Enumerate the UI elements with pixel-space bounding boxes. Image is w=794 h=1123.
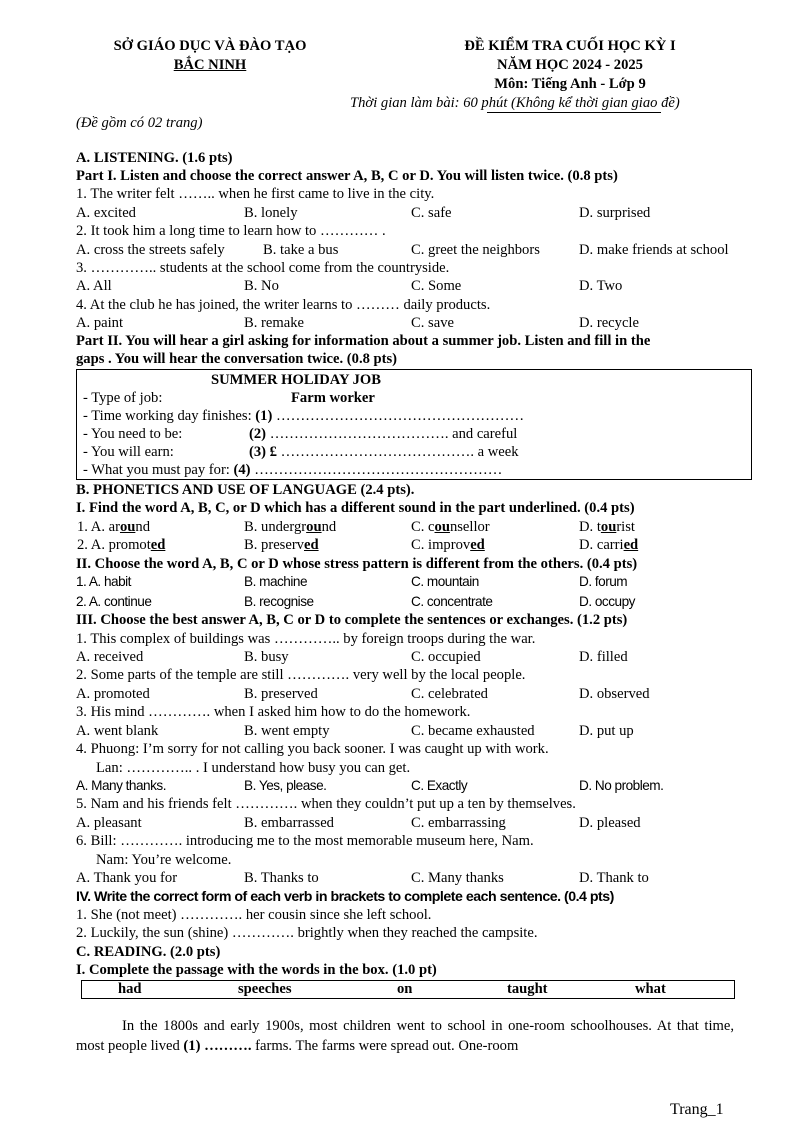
option-c: C. Many thanks: [411, 870, 504, 886]
listening-q2: 2. It took him a long time to learn how to ………… .: [76, 223, 386, 239]
department-name: SỞ GIÁO DỤC VÀ ĐÀO TẠO: [113, 38, 307, 54]
option-b: B. recognise: [244, 594, 314, 609]
listening-part2-title-cont: gaps . You will hear the conversation twice. (0.8 pts): [76, 351, 398, 367]
option-d: D. make friends at school: [579, 242, 729, 258]
option-c: C. celebrated: [411, 686, 488, 702]
verb-q2: 2. Luckily, the sun (shine) …………. brightly when they reached the campsite.: [76, 925, 538, 941]
option-d: D. occupy: [579, 594, 635, 609]
option-a: A. excited: [76, 205, 136, 221]
verb-part4-title: IV. Write the correct form of each verb in brackets to complete each sentence. (0.4 pts): [76, 889, 614, 905]
option-b: B. embarrassed: [244, 815, 334, 831]
option-b: B. No: [244, 278, 279, 294]
language-q6-reply: Nam: You’re welcome.: [96, 852, 232, 868]
option-d: D. forum: [579, 574, 628, 589]
gap-3-label: - You will earn:: [83, 444, 174, 460]
word-5: what: [635, 981, 666, 997]
gap-4-line: - What you must pay for: (4) ……………………………………………: [83, 462, 503, 478]
option-a: A. paint: [76, 315, 124, 331]
gap-2-line: [249, 425, 517, 443]
gap-2-blank: ………………………………. and careful: [269, 426, 518, 442]
gap-2-label: - You need to be:: [83, 426, 183, 442]
header-rule: [487, 112, 661, 113]
option-d: D. filled: [579, 649, 628, 665]
option-c: C. concentrate: [411, 594, 493, 609]
pages-note: (Đề gồm có 02 trang): [76, 115, 203, 131]
gap-3-number: (3) £: [249, 444, 277, 460]
option-b: B. Thanks to: [244, 870, 319, 886]
phonetics-part2-title: II. Choose the word A, B, C or D whose stress pattern is different from the others. (0.4 pts): [76, 556, 638, 572]
language-q2: 2. Some parts of the temple are still …………. very well by the local people.: [76, 667, 526, 683]
option-c: C. Some: [411, 278, 462, 294]
option-c: C. became exhausted: [411, 723, 535, 739]
option-b: B. underground: [244, 519, 337, 535]
reading-passage: In the 1800s and early 1900s, most children went to school in one-room schoolhouses. At that time, most people lived (1) ………. farms. The farms were spread out. One-room: [76, 1018, 734, 1054]
listening-title: A. LISTENING. (1.6 pts): [76, 150, 233, 166]
option-c: C. mountain: [411, 574, 479, 589]
language-q6: 6. Bill: …………. introducing me to the most memorable museum here, Nam.: [76, 833, 534, 849]
option-b: B. preserved: [244, 686, 318, 702]
gap-4-number: (4): [233, 462, 251, 478]
gap-1-number: (1): [255, 408, 273, 424]
word-box: [81, 980, 735, 999]
exam-title: ĐỀ KIỂM TRA CUỐI HỌC KỲ I: [464, 38, 676, 54]
option-a: A. All: [76, 278, 112, 294]
option-a: 2. A. continue: [76, 594, 152, 609]
reading-title: C. READING. (2.0 pts): [76, 944, 221, 960]
option-c: C. occupied: [411, 649, 481, 665]
listening-part1-title: Part I. Listen and choose the correct answer A, B, C or D. You will listen twice. (0.8 pts): [76, 168, 618, 184]
option-d: D. pleased: [579, 815, 641, 831]
option-b: B. take a bus: [263, 242, 339, 258]
gap-1-line: - Time working day finishes: (1) ……………………………………………: [83, 408, 525, 424]
option-a: 2. A. promoted: [77, 537, 166, 553]
language-q1: 1. This complex of buildings was ………….. by foreign troops during the war.: [76, 631, 536, 647]
option-a: A. cross the streets safely: [76, 242, 225, 258]
language-q4-reply: Lan: ………….. . I understand how busy you can get.: [96, 760, 411, 776]
province-name: BẮC NINH: [173, 57, 247, 73]
passage-gap-1: (1) ……….: [183, 1037, 252, 1054]
option-d: D. put up: [579, 723, 634, 739]
word-3: on: [397, 981, 413, 997]
option-c: C. counsellor: [411, 519, 490, 535]
option-b: B. Yes, please.: [244, 778, 327, 793]
listening-q3: 3. ………….. students at the school come from the countryside.: [76, 260, 450, 276]
listening-q1: 1. The writer felt …….. when he first came to live in the city.: [76, 186, 435, 202]
option-a: A. pleasant: [76, 815, 142, 831]
word-4: taught: [507, 981, 548, 997]
page-number: Trang_1: [670, 1101, 724, 1118]
option-b: B. preserved: [244, 537, 319, 553]
option-d: D. Two: [579, 278, 623, 294]
option-b: B. lonely: [244, 205, 298, 221]
option-c: C. improved: [411, 537, 485, 553]
option-d: D. surprised: [579, 205, 651, 221]
option-d: D. Thank to: [579, 870, 649, 886]
word-1: had: [118, 981, 142, 997]
option-d: D. recycle: [579, 315, 639, 331]
time-line: Thời gian làm bài: 60 phút (Không kể thời gian giao đề): [350, 95, 680, 111]
option-a: 1. A. habit: [76, 574, 131, 589]
option-c: C. Exactly: [411, 778, 468, 793]
gap-3-line: [249, 443, 519, 461]
language-q5: 5. Nam and his friends felt …………. when they couldn’t put up a ten by themselves.: [76, 796, 576, 812]
option-a: A. promoted: [76, 686, 150, 702]
summer-job-box: [76, 369, 752, 480]
language-q4: 4. Phuong: I’m sorry for not calling you back sooner. I was caught up with work.: [76, 741, 549, 757]
option-a: 1. A. around: [77, 519, 150, 535]
option-a: A. went blank: [76, 723, 159, 739]
option-a: A. received: [76, 649, 144, 665]
option-b: B. busy: [244, 649, 289, 665]
subject-line: Môn: Tiếng Anh - Lớp 9: [494, 76, 646, 92]
option-d: D. No problem.: [579, 778, 664, 793]
option-d: D. tourist: [579, 519, 635, 535]
listening-q4: 4. At the club he has joined, the writer learns to ……… daily products.: [76, 297, 491, 313]
option-d: D. observed: [579, 686, 650, 702]
language-part3-title: III. Choose the best answer A, B, C or D to complete the sentences or exchanges. (1.2 pts): [76, 612, 628, 628]
phonetics-part1-title: I. Find the word A, B, C, or D which has a different sound in the part underlined. (0.4 pts): [76, 500, 635, 516]
gap-3-blank: …………………………………. a week: [280, 444, 519, 460]
job-type-value: Farm worker: [291, 390, 375, 406]
option-c: C. greet the neighbors: [411, 242, 540, 258]
verb-q1: 1. She (not meet) …………. her cousin since she left school.: [76, 907, 432, 923]
option-c: C. safe: [411, 205, 452, 221]
job-type-label: - Type of job:: [83, 390, 163, 406]
gap-4-blank: ……………………………………………: [254, 462, 503, 478]
reading-part1-title: I. Complete the passage with the words in the box. (1.0 pt): [76, 962, 437, 978]
option-d: D. carried: [579, 537, 639, 553]
option-a: A. Many thanks.: [76, 778, 166, 793]
gap-2-number: (2): [249, 426, 267, 442]
option-c: C. save: [411, 315, 454, 331]
gap-1-blank: ……………………………………………: [275, 408, 525, 424]
language-q3: 3. His mind …………. when I asked him how to do the homework.: [76, 704, 471, 720]
school-year: NĂM HỌC 2024 - 2025: [497, 57, 643, 73]
listening-part2-title: Part II. You will hear a girl asking for information about a summer job. Listen and fill in the: [76, 333, 651, 349]
option-c: C. embarrassing: [411, 815, 506, 831]
option-b: B. machine: [244, 574, 308, 589]
option-b: B. remake: [244, 315, 304, 331]
phonetics-title: B. PHONETICS AND USE OF LANGUAGE (2.4 pts).: [76, 482, 415, 498]
word-2: speeches: [238, 981, 292, 997]
job-box-title: SUMMER HOLIDAY JOB: [211, 372, 382, 388]
option-a: A. Thank you for: [76, 870, 178, 886]
option-b: B. went empty: [244, 723, 330, 739]
